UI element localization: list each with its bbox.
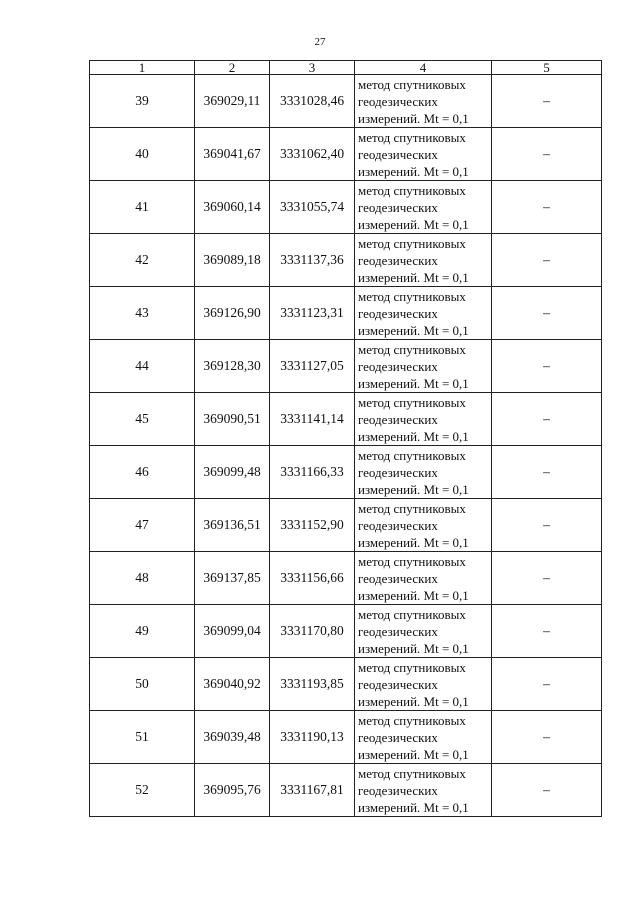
method-cell [355, 393, 492, 446]
method-line-2: геодезических [358, 358, 438, 374]
note-cell: – [492, 340, 602, 393]
method-cell [355, 234, 492, 287]
x-coordinate-cell: 369136,51 [195, 499, 270, 552]
method-line-1: метод спутниковых [358, 500, 466, 516]
method-line-1: метод спутниковых [358, 76, 466, 92]
page-number: 27 [314, 36, 326, 48]
method-cell [355, 287, 492, 340]
x-coordinate-cell: 369099,48 [195, 446, 270, 499]
x-coordinate-cell: 369090,51 [195, 393, 270, 446]
point-number-cell: 44 [90, 340, 195, 393]
x-coordinate-cell: 369128,30 [195, 340, 270, 393]
y-coordinate-cell: 3331190,13 [270, 711, 355, 764]
method-cell [355, 340, 492, 393]
point-number-cell: 45 [90, 393, 195, 446]
note-cell: – [492, 128, 602, 181]
point-number-cell: 50 [90, 658, 195, 711]
x-coordinate-cell: 369137,85 [195, 552, 270, 605]
header-col-5: 5 [492, 61, 602, 75]
y-coordinate-cell: 3331156,66 [270, 552, 355, 605]
coordinates-table [89, 60, 602, 817]
y-coordinate-cell: 3331055,74 [270, 181, 355, 234]
y-coordinate-cell: 3331167,81 [270, 764, 355, 817]
x-coordinate-cell: 369095,76 [195, 764, 270, 817]
method-line-2: геодезических [358, 517, 438, 533]
method-line-2: геодезических [358, 411, 438, 427]
method-line-2: геодезических [358, 305, 438, 321]
note-cell: – [492, 658, 602, 711]
point-number-cell: 52 [90, 764, 195, 817]
y-coordinate-cell: 3331141,14 [270, 393, 355, 446]
point-number-cell: 40 [90, 128, 195, 181]
table-row [90, 181, 602, 234]
x-coordinate-cell: 369040,92 [195, 658, 270, 711]
note-cell: – [492, 552, 602, 605]
table-row [90, 658, 602, 711]
method-line-2: геодезических [358, 729, 438, 745]
method-line-1: метод спутниковых [358, 394, 466, 410]
point-number-cell: 46 [90, 446, 195, 499]
method-cell [355, 446, 492, 499]
method-line-3: измерений. Mt = 0,1 [358, 693, 469, 709]
x-coordinate-cell: 369060,14 [195, 181, 270, 234]
note-cell: – [492, 393, 602, 446]
method-line-3: измерений. Mt = 0,1 [358, 216, 469, 232]
method-cell [355, 128, 492, 181]
x-coordinate-cell: 369126,90 [195, 287, 270, 340]
table-row [90, 711, 602, 764]
header-col-3: 3 [270, 61, 355, 75]
x-coordinate-cell: 369041,67 [195, 128, 270, 181]
method-line-2: геодезических [358, 199, 438, 215]
method-line-3: измерений. Mt = 0,1 [358, 428, 469, 444]
y-coordinate-cell: 3331123,31 [270, 287, 355, 340]
method-cell [355, 658, 492, 711]
method-line-2: геодезических [358, 676, 438, 692]
y-coordinate-cell: 3331062,40 [270, 128, 355, 181]
y-coordinate-cell: 3331028,46 [270, 75, 355, 128]
point-number-cell: 39 [90, 75, 195, 128]
note-cell: – [492, 499, 602, 552]
method-cell [355, 181, 492, 234]
y-coordinate-cell: 3331152,90 [270, 499, 355, 552]
table-row [90, 446, 602, 499]
header-col-1: 1 [90, 61, 195, 75]
x-coordinate-cell: 369039,48 [195, 711, 270, 764]
table-row [90, 499, 602, 552]
method-line-3: измерений. Mt = 0,1 [358, 163, 469, 179]
y-coordinate-cell: 3331127,05 [270, 340, 355, 393]
method-line-2: геодезических [358, 252, 438, 268]
method-line-1: метод спутниковых [358, 606, 466, 622]
point-number-cell: 41 [90, 181, 195, 234]
method-cell [355, 711, 492, 764]
table-row [90, 605, 602, 658]
method-line-1: метод спутниковых [358, 447, 466, 463]
note-cell: – [492, 711, 602, 764]
method-line-1: метод спутниковых [358, 129, 466, 145]
point-number-cell: 43 [90, 287, 195, 340]
y-coordinate-cell: 3331137,36 [270, 234, 355, 287]
y-coordinate-cell: 3331170,80 [270, 605, 355, 658]
table-row [90, 340, 602, 393]
method-line-3: измерений. Mt = 0,1 [358, 746, 469, 762]
table-row [90, 75, 602, 128]
method-line-1: метод спутниковых [358, 341, 466, 357]
method-line-1: метод спутниковых [358, 235, 466, 251]
method-line-2: геодезических [358, 623, 438, 639]
table-header [90, 61, 602, 75]
method-cell [355, 605, 492, 658]
y-coordinate-cell: 3331193,85 [270, 658, 355, 711]
table-row [90, 393, 602, 446]
table-body [90, 75, 602, 817]
table-row [90, 234, 602, 287]
y-coordinate-cell: 3331166,33 [270, 446, 355, 499]
method-line-3: измерений. Mt = 0,1 [358, 110, 469, 126]
point-number-cell: 49 [90, 605, 195, 658]
note-cell: – [492, 605, 602, 658]
table-row [90, 552, 602, 605]
method-line-3: измерений. Mt = 0,1 [358, 481, 469, 497]
table-row [90, 128, 602, 181]
method-line-2: геодезических [358, 464, 438, 480]
method-line-3: измерений. Mt = 0,1 [358, 587, 469, 603]
note-cell: – [492, 234, 602, 287]
method-cell [355, 764, 492, 817]
note-cell: – [492, 287, 602, 340]
table-row [90, 287, 602, 340]
method-line-2: геодезических [358, 93, 438, 109]
point-number-cell: 51 [90, 711, 195, 764]
method-line-1: метод спутниковых [358, 182, 466, 198]
method-line-1: метод спутниковых [358, 553, 466, 569]
header-row [90, 61, 602, 75]
header-col-2: 2 [195, 61, 270, 75]
method-cell [355, 75, 492, 128]
method-line-3: измерений. Mt = 0,1 [358, 269, 469, 285]
method-line-3: измерений. Mt = 0,1 [358, 534, 469, 550]
method-line-1: метод спутниковых [358, 712, 466, 728]
point-number-cell: 47 [90, 499, 195, 552]
method-line-2: геодезических [358, 782, 438, 798]
method-line-3: измерений. Mt = 0,1 [358, 375, 469, 391]
point-number-cell: 48 [90, 552, 195, 605]
method-line-2: геодезических [358, 570, 438, 586]
method-line-1: метод спутниковых [358, 765, 466, 781]
note-cell: – [492, 75, 602, 128]
point-number-cell: 42 [90, 234, 195, 287]
note-cell: – [492, 446, 602, 499]
method-line-3: измерений. Mt = 0,1 [358, 799, 469, 815]
x-coordinate-cell: 369029,11 [195, 75, 270, 128]
note-cell: – [492, 181, 602, 234]
method-line-3: измерений. Mt = 0,1 [358, 322, 469, 338]
method-line-1: метод спутниковых [358, 288, 466, 304]
table-row [90, 764, 602, 817]
x-coordinate-cell: 369089,18 [195, 234, 270, 287]
method-line-2: геодезических [358, 146, 438, 162]
header-col-4: 4 [355, 61, 492, 75]
method-line-1: метод спутниковых [358, 659, 466, 675]
method-cell [355, 552, 492, 605]
note-cell: – [492, 764, 602, 817]
method-cell [355, 499, 492, 552]
x-coordinate-cell: 369099,04 [195, 605, 270, 658]
method-line-3: измерений. Mt = 0,1 [358, 640, 469, 656]
